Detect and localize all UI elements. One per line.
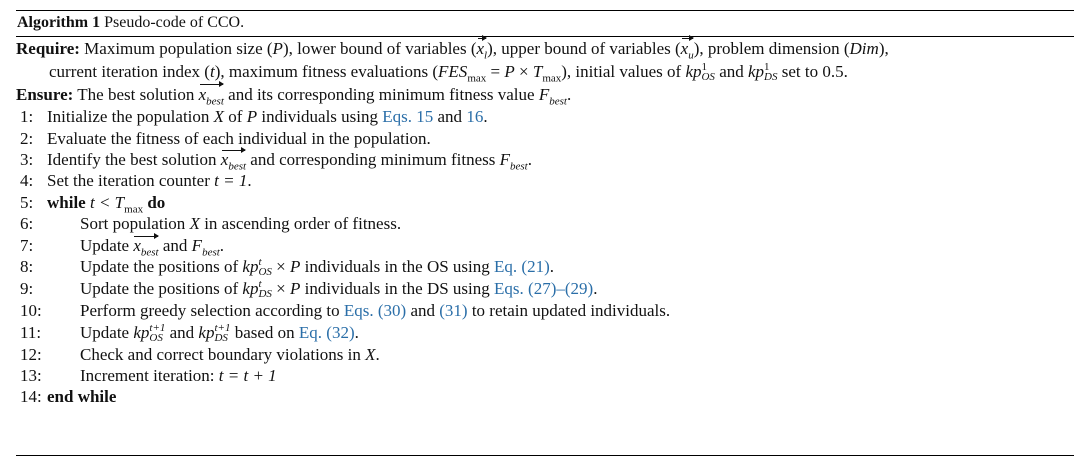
step-text: . xyxy=(247,171,252,191)
math-kp-os: kp t OS xyxy=(242,256,272,279)
vector-xbest: $x_{best}$ xyxy=(133,235,159,258)
math-fes: $FES_{max}$ xyxy=(438,62,487,85)
step-number: 7: xyxy=(20,235,34,255)
while-keyword: while xyxy=(47,192,86,212)
require-text: Maximum population size ( xyxy=(84,39,273,58)
math-P: P xyxy=(246,107,258,127)
step-7 xyxy=(16,235,1074,256)
require-line-1 xyxy=(16,37,1074,60)
step-text: individuals in the DS using xyxy=(300,279,495,299)
equation-link[interactable]: Eqs. (27)–(29) xyxy=(494,279,594,299)
step-6 xyxy=(16,213,1074,234)
math-fbest: $F_{best}$ xyxy=(499,149,528,173)
math-fbest: $F_{best}$ xyxy=(191,235,220,258)
step-text: . xyxy=(219,235,225,255)
ensure-text: and its corresponding minimum fitness value xyxy=(223,85,539,105)
require-text: ), initial values of xyxy=(561,62,686,81)
step-text: Check and correct boundary violations in xyxy=(80,344,366,364)
step-text: Initialize the population xyxy=(47,107,214,127)
math-P: P xyxy=(290,256,301,276)
step-4 xyxy=(16,170,1074,191)
algorithm-caption xyxy=(16,11,1074,36)
step-number: 3: xyxy=(20,149,34,169)
equation-link[interactable]: Eqs. (30) xyxy=(343,301,407,321)
ensure-text: The best solution xyxy=(77,85,199,105)
step-number: 10: xyxy=(20,301,42,321)
step-text: to retain updated individuals. xyxy=(467,301,671,321)
vector-xbest: $x_{best}$ xyxy=(198,85,224,108)
require-text: and xyxy=(714,62,748,81)
ensure-keyword: Ensure: xyxy=(16,85,74,105)
step-text: Update the positions of xyxy=(80,279,243,299)
math-kp-ds: kp 1 DS xyxy=(747,61,778,84)
step-number: 14: xyxy=(20,387,42,407)
math-equation: t = 1 xyxy=(214,171,248,191)
step-text: Update xyxy=(80,322,134,342)
step-text: Perform greedy selection according to xyxy=(80,301,344,321)
equation-link[interactable]: Eq. (32) xyxy=(298,322,355,342)
step-3 xyxy=(16,149,1074,173)
require-text: = xyxy=(486,62,505,81)
while-condition: $t < T_{max}$ xyxy=(85,192,144,216)
equation-link[interactable]: Eq. (21) xyxy=(494,256,550,276)
step-text: in ascending order of fitness. xyxy=(199,214,402,234)
require-text: × xyxy=(514,62,533,81)
step-10 xyxy=(16,300,1074,321)
require-keyword: Require: xyxy=(16,39,80,58)
step-text: Set the iteration counter xyxy=(47,171,215,191)
step-text: and xyxy=(433,107,467,127)
math-P: P xyxy=(290,279,301,299)
step-text: . xyxy=(375,344,380,364)
math-fbest: $F_{best}$ xyxy=(538,85,567,108)
end-while-keyword: end while xyxy=(47,387,117,407)
step-text: Update the positions of xyxy=(80,256,243,276)
algorithm-title: Pseudo-code of CCO. xyxy=(104,14,245,31)
step-text: based on xyxy=(230,322,299,342)
math-P: P xyxy=(504,62,515,81)
require-text: ), xyxy=(878,39,889,58)
step-5 xyxy=(16,192,1074,216)
step-text: Update xyxy=(80,235,134,255)
math-tmax: $T_{max}$ xyxy=(532,62,562,85)
step-2 xyxy=(16,128,1074,149)
step-text: Evaluate the fitness of each individual in the population. xyxy=(47,128,431,148)
math-P: P xyxy=(272,39,283,58)
require-text: ), upper bound of variables ( xyxy=(487,39,681,58)
step-number: 11: xyxy=(20,322,42,342)
step-text: . xyxy=(354,322,359,342)
bottom-rule xyxy=(16,455,1074,456)
step-12 xyxy=(16,344,1074,365)
math-equation: t = t + 1 xyxy=(218,366,277,386)
step-number: 2: xyxy=(20,128,34,148)
equation-link[interactable]: Eqs. 15 xyxy=(382,107,434,127)
step-text: of xyxy=(224,107,247,127)
step-1 xyxy=(16,106,1074,127)
require-text: ), lower bound of variables ( xyxy=(282,39,477,58)
step-text: Identify the best solution xyxy=(47,149,221,169)
math-X: X xyxy=(189,214,200,234)
require-text: ), problem dimension ( xyxy=(693,39,850,58)
do-keyword: do xyxy=(147,192,166,212)
step-text: . xyxy=(527,149,532,169)
math-X: X xyxy=(213,107,225,127)
step-text: and corresponding minimum fitness xyxy=(246,149,500,169)
math-kp-ds: kp t+1 DS xyxy=(198,321,231,344)
step-number: 1: xyxy=(20,107,34,127)
step-9 xyxy=(16,278,1074,300)
math-dim: Dim xyxy=(849,39,879,58)
step-number: 4: xyxy=(20,171,34,191)
step-text: individuals in the OS using xyxy=(300,256,495,276)
step-11 xyxy=(16,322,1074,344)
step-text: × xyxy=(271,279,291,299)
math-t: t xyxy=(209,62,215,81)
require-line-2 xyxy=(16,60,1074,83)
step-text: . xyxy=(549,256,554,276)
algorithm-label: Algorithm 1 xyxy=(17,14,101,31)
step-number: 5: xyxy=(20,192,34,212)
step-text: . xyxy=(483,107,488,127)
step-text: and xyxy=(406,301,440,321)
math-kp-ds: kp t DS xyxy=(242,278,272,301)
step-number: 8: xyxy=(20,256,34,276)
equation-link[interactable]: 16 xyxy=(466,107,484,127)
step-text: . xyxy=(593,279,598,299)
step-text: Sort population xyxy=(80,214,190,234)
step-text: Increment iteration: xyxy=(80,366,219,386)
vector-xu: $x_u$ xyxy=(680,39,694,62)
ensure-line xyxy=(16,83,1074,106)
step-text: individuals using xyxy=(257,107,383,127)
step-number: 9: xyxy=(20,279,34,299)
step-8 xyxy=(16,256,1074,278)
ensure-text: . xyxy=(566,85,572,105)
step-text: and xyxy=(158,235,192,255)
step-14 xyxy=(16,386,1074,407)
vector-xl: $x_l$ xyxy=(476,39,488,62)
algorithm-box xyxy=(16,10,1074,408)
step-number: 13: xyxy=(20,366,42,386)
math-X: X xyxy=(365,344,376,364)
step-13 xyxy=(16,365,1074,386)
step-number: 12: xyxy=(20,344,42,364)
require-text: current iteration index ( xyxy=(49,62,210,81)
math-kp-os: kp t+1 OS xyxy=(133,321,166,344)
vector-xbest: $x_{best}$ xyxy=(220,149,247,173)
math-kp-os: kp 1 OS xyxy=(685,61,715,84)
step-text: × xyxy=(271,256,291,276)
step-text: and xyxy=(165,322,199,342)
step-number: 6: xyxy=(20,214,34,234)
require-text: ), maximum fitness evaluations ( xyxy=(214,62,439,81)
equation-link[interactable]: (31) xyxy=(439,301,468,321)
require-text: set to 0.5. xyxy=(777,62,848,81)
